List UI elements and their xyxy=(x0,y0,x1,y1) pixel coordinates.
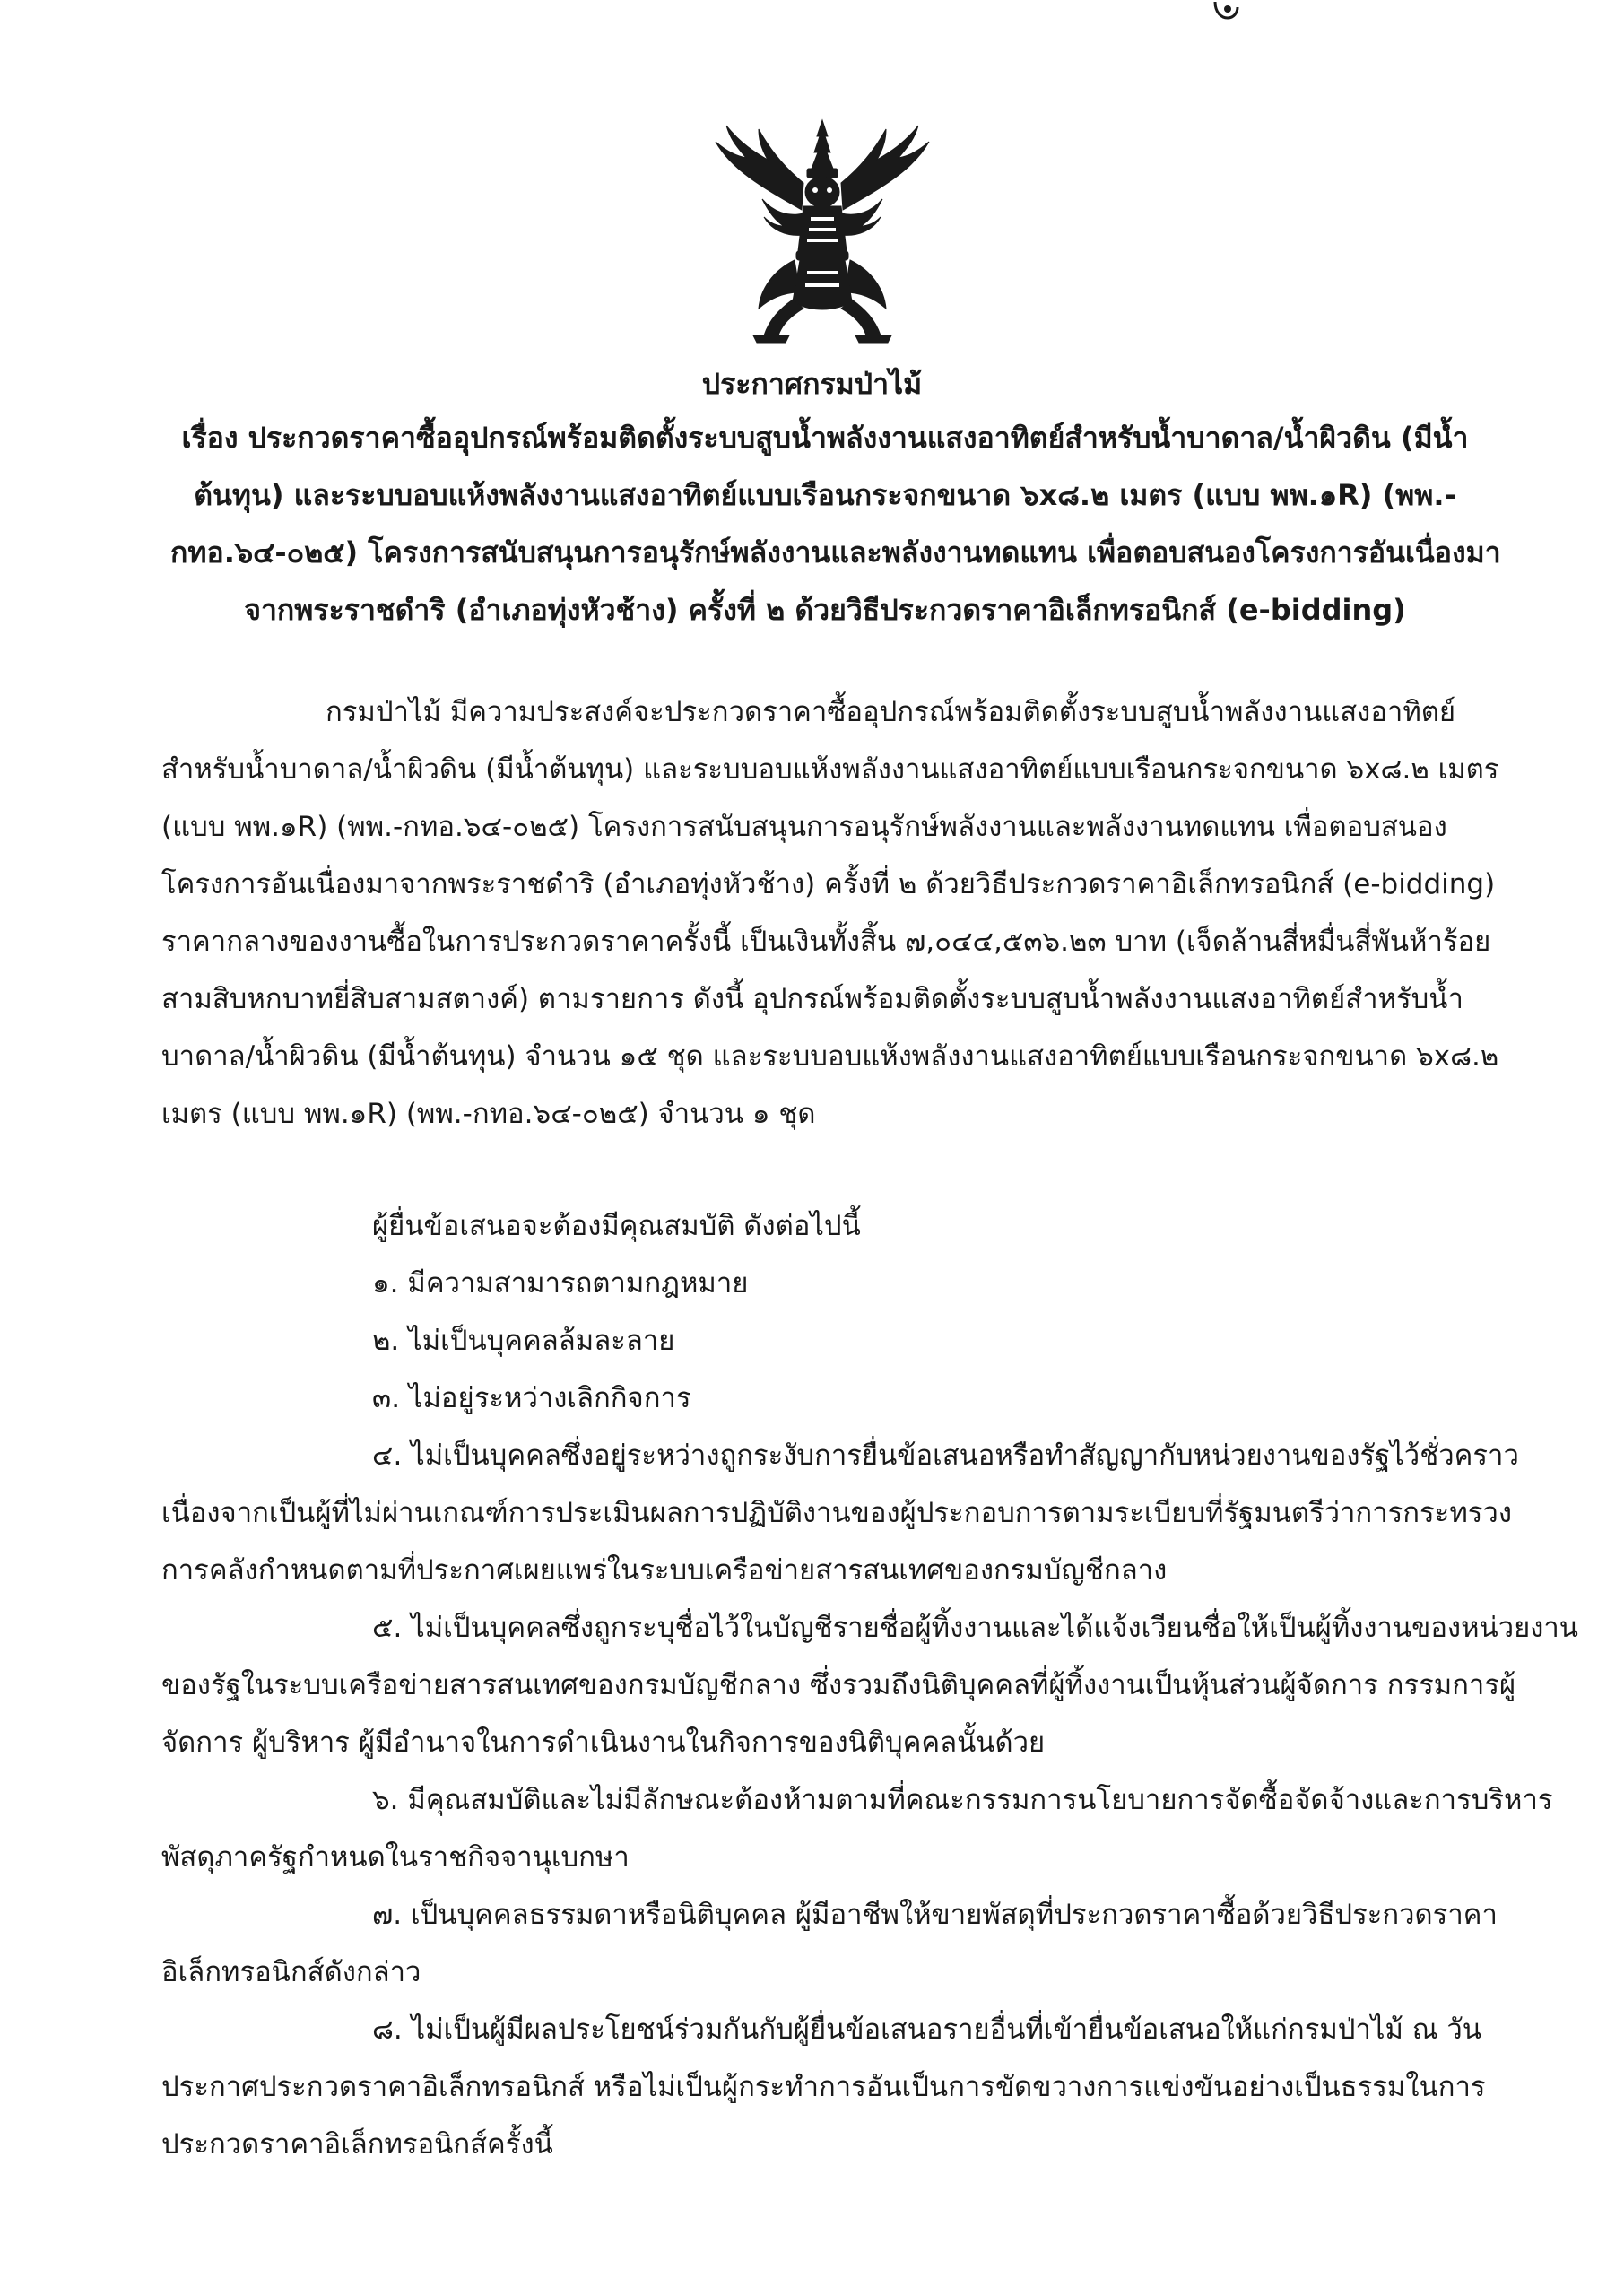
paragraph-line: บาดาล/น้ำผิวดิน (มีน้ำต้นทุน) จำนวน ๑๕ ชุด และระบบอบแห้งพลังงานแสงอาทิตย์แบบเรือนกระจกขนาด ๖x๘.๒ xyxy=(161,1040,1499,1073)
qualification-line: พัสดุภาครัฐกำหนดในราชกิจจานุเบกษา xyxy=(161,1841,630,1874)
subject-line: จากพระราชดำริ (อำเภอทุ่งหัวช้าง) ครั้งที่ ๒ ด้วยวิธีประกวดราคาอิเล็กทรอนิกส์ (e-bidding) xyxy=(244,593,1406,627)
paragraph-line: โครงการอันเนื่องมาจากพระราชดำริ (อำเภอทุ่งหัวช้าง) ครั้งที่ ๒ ด้วยวิธีประกวดราคาอิเล็กทรอนิกส์ (e-bidding) xyxy=(161,868,1496,900)
qualification-line: ของรัฐในระบบเครือข่ายสารสนเทศของกรมบัญชีกลาง ซึ่งรวมถึงนิติบุคคลที่ผู้ทิ้งงานเป็นหุ้นส่วนผู้จัดการ กรรมการผู้ xyxy=(161,1669,1516,1701)
paragraph-line: ราคากลางของงานซื้อในการประกวดราคาครั้งนี้ เป็นเงินทั้งสิ้น ๗,๐๔๔,๕๓๖.๒๓ บาท (เจ็ดล้านสี่หมื่นสี่พันห้าร้อย xyxy=(161,926,1491,958)
qualification-line: จัดการ ผู้บริหาร ผู้มีอำนาจในการดำเนินงานในกิจการของนิติบุคคลนั้นด้วย xyxy=(161,1726,1046,1759)
paragraph-line: (แบบ พพ.๑R) (พพ.-กทอ.๖๔-๐๒๕) โครงการสนับสนุนการอนุรักษ์พลังงานและพลังงานทดแทน เพื่อตอบสนอง xyxy=(161,811,1447,843)
qualification-line: อิเล็กทรอนิกส์ดังกล่าว xyxy=(161,1956,421,1988)
paragraph-line: สามสิบหกบาทยี่สิบสามสตางค์) ตามรายการ ดังนี้ อุปกรณ์พร้อมติดตั้งระบบสูบน้ำพลังงานแสงอาทิตย์สำหรับน้ำ xyxy=(161,983,1463,1015)
qualification-line: ๖. มีคุณสมบัติและไม่มีลักษณะต้องห้ามตามที่คณะกรรมการนโยบายการจัดซื้อจัดจ้างและการบริหาร xyxy=(372,1784,1553,1816)
qualification-line: ๔. ไม่เป็นบุคคลซึ่งอยู่ระหว่างถูกระงับการยื่นข้อเสนอหรือทำสัญญากับหน่วยงานของรัฐไว้ชั่วคราว xyxy=(372,1439,1519,1472)
qualification-item xyxy=(161,1370,1471,1427)
qualification-line: ๓. ไม่อยู่ระหว่างเลิกกิจการ xyxy=(372,1382,691,1414)
qualification-item xyxy=(161,2001,1486,2173)
intro-paragraph xyxy=(161,683,1499,1143)
page-corner-mark-icon xyxy=(1212,0,1239,20)
qualification-line: ประกาศประกวดราคาอิเล็กทรอนิกส์ หรือไม่เป็นผู้กระทำการอันเป็นการขัดขวางการแข่งขันอย่างเป็นธรรมในการ xyxy=(161,2071,1486,2103)
qualification-item xyxy=(161,1427,1519,1599)
qualification-item xyxy=(161,1886,1498,2001)
qualification-item xyxy=(161,1599,1579,1771)
qualification-line: ๗. เป็นบุคคลธรรมดาหรือนิติบุคคล ผู้มีอาชีพให้ขายพัสดุที่ประกวดราคาซื้อด้วยวิธีประกวดราคา xyxy=(372,1899,1498,1931)
qualification-line: การคลังกำหนดตามที่ประกาศเผยแพร่ในระบบเครือข่ายสารสนเทศของกรมบัญชีกลาง xyxy=(161,1554,1168,1587)
qualification-line: ๕. ไม่เป็นบุคคลซึ่งถูกระบุชื่อไว้ในบัญชีรายชื่อผู้ทิ้งงานและได้แจ้งเวียนชื่อให้เป็นผู้ทิ้งงานของหน่วยงาน xyxy=(372,1612,1579,1644)
garuda-emblem-icon xyxy=(710,117,934,350)
qualification-line: เนื่องจากเป็นผู้ที่ไม่ผ่านเกณฑ์การประเมินผลการปฏิบัติงานของผู้ประกอบการตามระเบียบที่รัฐมนตรีว่าการกระทรวง xyxy=(161,1497,1512,1529)
qualification-item xyxy=(161,1312,1471,1370)
document-title: ประกาศกรมป่าไม้ xyxy=(701,367,923,401)
qualification-line: ๘. ไม่เป็นผู้มีผลประโยชน์ร่วมกันกับผู้ยื่นข้อเสนอรายอื่นที่เข้ายื่นข้อเสนอให้แก่กรมป่าไม้ ณ วัน xyxy=(372,2013,1481,2046)
qualification-line: ๑. มีความสามารถตามกฎหมาย xyxy=(372,1267,749,1300)
qualification-line: ประกวดราคาอิเล็กทรอนิกส์ครั้งนี้ xyxy=(161,2128,553,2161)
subject-line: เรื่อง ประกวดราคาซื้ออุปกรณ์พร้อมติดตั้งระบบสูบน้ำพลังงานแสงอาทิตย์สำหรับน้ำบาดาล/น้ำผิวดิน (มีน้ำ xyxy=(181,421,1469,455)
subject-line: กทอ.๖๔-๐๒๕) โครงการสนับสนุนการอนุรักษ์พลังงานและพลังงานทดแทน เพื่อตอบสนองโครงการอันเนื่องมา xyxy=(170,535,1501,570)
qualification-item xyxy=(161,1771,1553,1886)
qualifications-section xyxy=(161,1197,1579,2173)
document-subject xyxy=(170,409,1501,639)
paragraph-line: สำหรับน้ำบาดาล/น้ำผิวดิน (มีน้ำต้นทุน) และระบบอบแห้งพลังงานแสงอาทิตย์แบบเรือนกระจกขนาด ๖x๘.๒ เมตร xyxy=(161,753,1499,786)
paragraph-line: กรมป่าไม้ มีความประสงค์จะประกวดราคาซื้ออุปกรณ์พร้อมติดตั้งระบบสูบน้ำพลังงานแสงอาทิตย์ xyxy=(326,696,1456,728)
paragraph-line: เมตร (แบบ พพ.๑R) (พพ.-กทอ.๖๔-๐๒๕) จำนวน ๑ ชุด xyxy=(161,1098,816,1130)
qualification-item xyxy=(161,1255,1471,1312)
qualification-line: ๒. ไม่เป็นบุคคลล้มละลาย xyxy=(372,1325,675,1357)
qualifications-heading: ผู้ยื่นข้อเสนอจะต้องมีคุณสมบัติ ดังต่อไปนี้ xyxy=(372,1210,861,1242)
subject-line: ต้นทุน) และระบบอบแห้งพลังงานแสงอาทิตย์แบบเรือนกระจกขนาด ๖x๘.๒ เมตร (แบบ พพ.๑R) (พพ.- xyxy=(194,478,1456,512)
